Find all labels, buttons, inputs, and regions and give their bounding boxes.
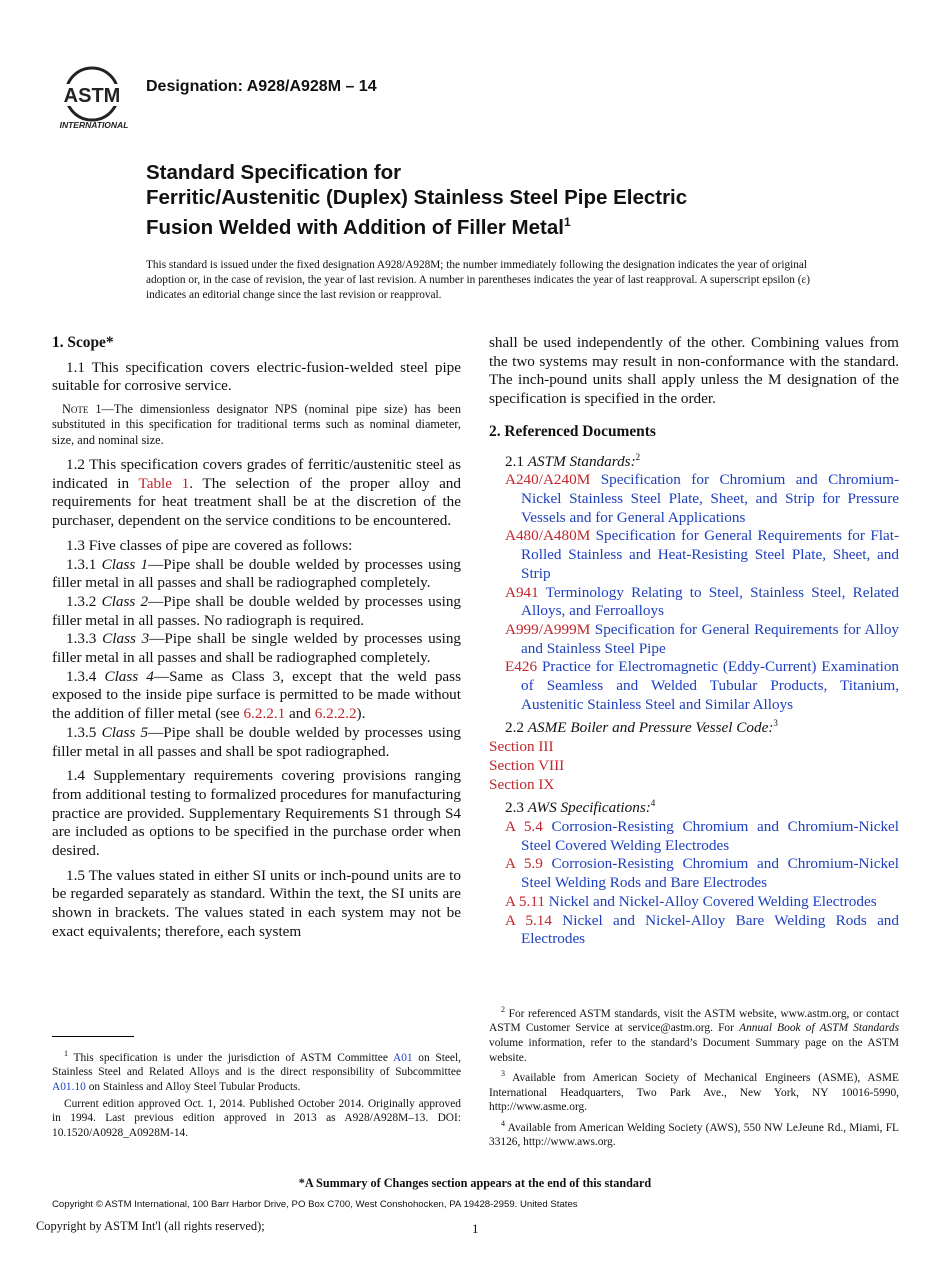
summary-of-changes-note: *A Summary of Changes section appears at the end of this standard xyxy=(298,1176,652,1190)
aws-specification-code-link[interactable]: A 5.14 xyxy=(505,911,552,929)
footnote-rule xyxy=(52,1036,134,1037)
title-line-1: Standard Specification for xyxy=(146,161,402,184)
designation: Designation: A928/A928M – 14 xyxy=(146,78,377,95)
section-6-2-2-1-link[interactable]: 6.2.2.1 xyxy=(243,705,286,723)
aws-specification-item xyxy=(505,855,899,892)
astm-standard-code-link[interactable]: A240/A240M xyxy=(505,471,591,489)
astm-standard-title-link[interactable]: Specification for General Requirements for Alloy and Stainless Steel Pipe xyxy=(521,620,900,657)
footnote-2: $^2$ For referenced ASTM standards, visit the ASTM website, www.astm.org, or contact ASTM Customer Service at service@astm.org. For Annual Book of ASTM Standards volume information, refer to the standard’s Document Summary page on the ASTM website. xyxy=(489,1005,900,1064)
astm-standard-title-link[interactable]: Specification for Chromium and Chromium-Nickel Stainless Steel Plate, Sheet, and Strip for Pressure Vessels and for General Applications xyxy=(521,471,900,526)
aws-specifications-list xyxy=(489,818,899,949)
astm-standard-code-link[interactable]: A480/A480M xyxy=(505,527,591,545)
svg-text:ASTM: ASTM xyxy=(63,85,121,107)
footnotes-right xyxy=(489,1003,899,1152)
aws-specification-item xyxy=(505,912,899,949)
svg-text:INTERNATIONAL: INTERNATIONAL xyxy=(59,120,129,130)
section-6-2-2-2-link[interactable]: 6.2.2.2 xyxy=(314,705,357,723)
footnote-1-edition: Current edition approved Oct. 1, 2014. Published October 2014. Originally approved in 1994. Last previous edition approved in 2013 as A928/A928M–13. DOI: 10.1520/A0928_A0928M-14. xyxy=(52,1097,461,1139)
intro-paragraph: This standard is issued under the fixed designation A928/A928M; the number immediately following the designation indicates the year of original adoption or, in the case of revision, the year of last revision. A number in parentheses indicates the year of last reapproval. A superscript epsilon (ε) indicates an editorial change since the last revision or reapproval. xyxy=(146,259,811,302)
para-1-3-5: 1.3.5 Class 5—Pipe shall be double welded by processes using filler metal in all passes and shall be spot radiographed. xyxy=(52,723,462,760)
page-number: 1 xyxy=(472,1221,479,1236)
table-1-link[interactable]: Table 1 xyxy=(138,474,190,492)
aws-specification-item xyxy=(505,893,899,912)
astm-standard-item xyxy=(505,471,899,527)
title-footnote-mark[interactable]: 1 xyxy=(563,215,571,229)
aws-specification-code-link[interactable]: A 5.9 xyxy=(505,855,543,873)
astm-standards-label: 2.1 ASTM Standards:$^2$ xyxy=(505,451,641,470)
para-1-3-4: 1.3.4 Class 4—Same as Class 3, except that the weld pass exposed to the inside pipe surface is permitted to be made without the addition of filler metal (see 6.2.2.1 and 6.2.2.2). xyxy=(52,667,461,723)
asme-section-link[interactable]: Section VIII xyxy=(489,756,565,774)
astm-standard-item xyxy=(505,527,899,583)
copyright-line: Copyright © ASTM International, 100 Barr Harbor Drive, PO Box C700, West Conshohocken, PA 19428-2959. United States xyxy=(52,1199,578,1210)
para-1-3-3: 1.3.3 Class 3—Pipe shall be single welded by processes using filler metal in all passes and shall be radiographed completely. xyxy=(52,630,462,667)
para-1-3-1: 1.3.1 Class 1—Pipe shall be double welded by processes using filler metal in all passes and shall be radiographed completely. xyxy=(52,555,462,592)
astm-standard-item xyxy=(505,584,899,621)
aws-specification-title-link[interactable]: Nickel and Nickel-Alloy Bare Welding Rods and Electrodes xyxy=(521,911,899,948)
aws-specification-code-link[interactable]: A 5.11 xyxy=(505,892,545,910)
astm-standard-code-link[interactable]: E426 xyxy=(505,658,538,676)
left-column xyxy=(52,334,461,948)
para-1-4: 1.4 Supplementary requirements covering provisions ranging from additional testing to formalized procedures for manufacturing practice are provided. Supplementary Requirements S1 through S4 are included as options to be specified in the purchase order when desired. xyxy=(52,767,461,860)
para-1-5-continued: shall be used independently of the other. Combining values from the two systems may result in non-conformance with the standard. The inch-pound units shall apply unless the M designation of the specification is specified in the order. xyxy=(489,334,899,408)
astm-standard-item xyxy=(505,658,899,714)
aws-specification-item xyxy=(505,818,899,855)
para-1-5: 1.5 The values stated in either SI units or inch-pound units are to be regarded separately as standard. Within the text, the SI units are shown in brackets. The values stated in each system may not be exact equivalents; therefore, each system xyxy=(52,866,461,940)
astm-standard-code-link[interactable]: A999/A999M xyxy=(505,620,591,638)
aws-specification-title-link[interactable]: Corrosion-Resisting Chromium and Chromium-Nickel Steel Welding Rods and Bare Electrodes xyxy=(521,855,899,892)
asme-section-link[interactable]: Section III xyxy=(489,738,554,756)
scope-heading: 1. Scope* xyxy=(52,334,114,351)
footnote-1: $^1$ This specification is under the jurisdiction of ASTM Committee A01 on Steel, Stainless Steel and Related Alloys and is the direct responsibility of Subcommittee A01.10 on Stainless and Alloy Steel Tubular Products. xyxy=(52,1049,461,1093)
note-1: Note 1—The dimensionless designator NPS (nominal pipe size) has been substituted in this specification for traditional terms such as nominal diameter, size, and nominal size. xyxy=(52,402,461,447)
asme-code-label: 2.2 ASME Boiler and Pressure Vessel Code:$^3$ xyxy=(505,718,778,737)
para-1-3-2: 1.3.2 Class 2—Pipe shall be double welded by processes using filler metal in all passes. No radiograph is required. xyxy=(52,592,462,629)
committee-a01-link[interactable]: A01 xyxy=(392,1051,413,1064)
asme-code-list xyxy=(489,738,899,794)
footnote-3: $^3$ Available from American Society of Mechanical Engineers (ASME), ASME International Headquarters, Two Park Ave., New York, NY 10016-5990, http://www.asme.org. xyxy=(489,1069,899,1114)
subcommittee-a01-10-link[interactable]: A01.10 xyxy=(52,1080,86,1093)
para-1-2: 1.2 This specification covers grades of ferritic/austenitic steel as indicated in Table 1. The selection of the proper alloy and requirements for heat treatment shall be at the discretion of the purchaser, dependent on the service conditions to be encountered. xyxy=(52,456,461,530)
astm-international-logo xyxy=(52,62,136,134)
asme-section-link[interactable]: Section IX xyxy=(489,775,555,793)
para-1-3: 1.3 Five classes of pipe are covered as follows: xyxy=(66,536,353,554)
title-line-3: Fusion Welded with Addition of Filler Metal$^1$ xyxy=(146,215,571,239)
footnotes-left xyxy=(52,1036,461,1142)
aws-specification-code-link[interactable]: A 5.4 xyxy=(505,818,543,836)
footnote-4: $^4$ Available from American Welding Society (AWS), 550 NW LeJeune Rd., Miami, FL 33126, http://www.aws.org. xyxy=(489,1118,900,1149)
astm-standards-list xyxy=(489,471,899,714)
para-1-1: 1.1 This specification covers electric-fusion-welded steel pipe suitable for corrosive service. xyxy=(52,358,461,395)
astm-standard-title-link[interactable]: Terminology Relating to Steel, Stainless Steel, Related Alloys, and Ferroalloys xyxy=(521,583,899,620)
astm-standard-title-link[interactable]: Practice for Electromagnetic (Eddy-Current) Examination of Seamless and Welded Tubular Products, Titanium, Austenitic Stainless Steel and Similar Alloys xyxy=(521,658,900,713)
title-line-2: Ferritic/Austenitic (Duplex) Stainless Steel Pipe Electric xyxy=(146,186,688,209)
footer-copyright: Copyright by ASTM Int'l (all rights reserved); xyxy=(36,1219,265,1233)
right-column xyxy=(489,334,899,949)
astm-standard-title-link[interactable]: Specification for General Requirements for Flat-Rolled Stainless and Heat-Resisting Steel Plate, Sheet, and Strip xyxy=(521,527,899,582)
aws-specifications-label: 2.3 AWS Specifications:$^4$ xyxy=(505,798,656,817)
referenced-documents-heading: 2. Referenced Documents xyxy=(489,422,656,440)
astm-standard-item xyxy=(505,621,899,658)
aws-specification-title-link[interactable]: Corrosion-Resisting Chromium and Chromium-Nickel Steel Covered Welding Electrodes xyxy=(521,818,899,854)
aws-specification-title-link[interactable]: Nickel and Nickel-Alloy Covered Welding Electrodes xyxy=(548,892,877,910)
document-title xyxy=(146,160,866,240)
astm-standard-code-link[interactable]: A941 xyxy=(505,583,539,601)
